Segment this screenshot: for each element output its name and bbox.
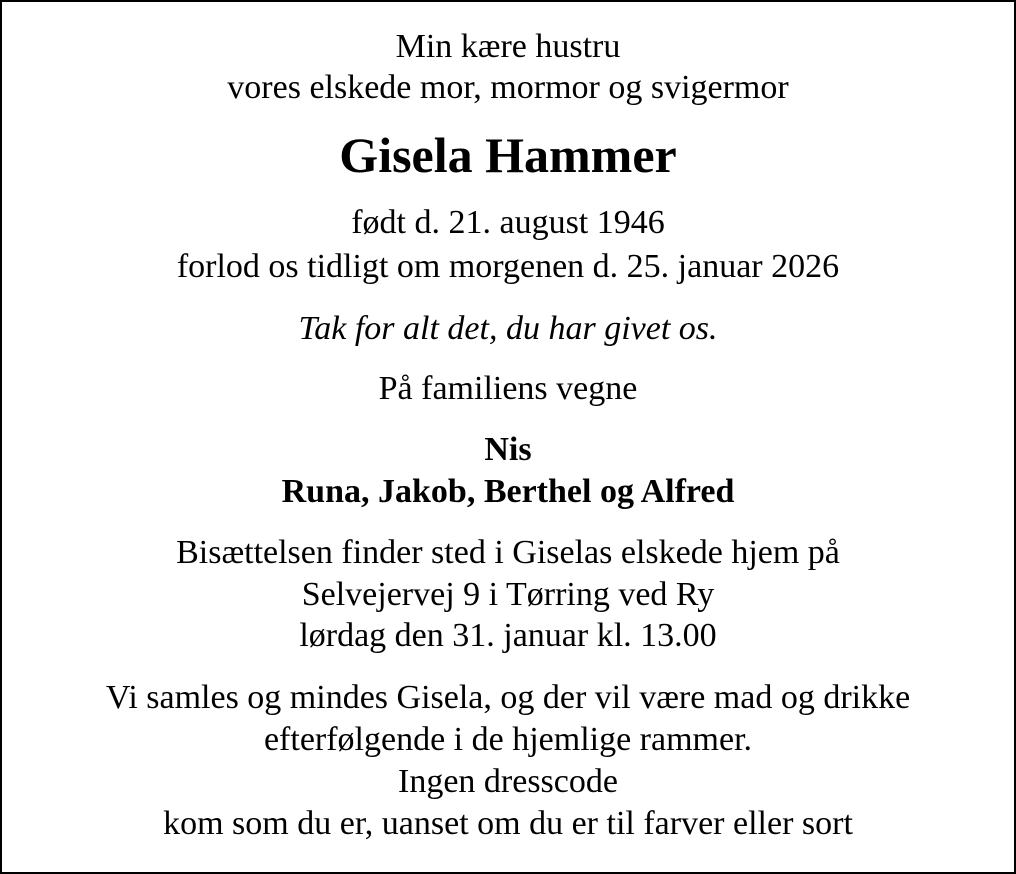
funeral-line-1: Bisættelsen finder sted i Giselas elskede hjem på bbox=[176, 534, 840, 571]
deceased-name: Gisela Hammer bbox=[339, 127, 677, 183]
gathering-line-4: kom som du er, uanset om du er til farver eller sort bbox=[163, 805, 853, 842]
children-names: Runa, Jakob, Berthel og Alfred bbox=[281, 473, 735, 510]
funeral-line-3: lørdag den 31. januar kl. 13.00 bbox=[299, 617, 717, 654]
funeral-line-2: Selvejervej 9 i Tørring ved Ry bbox=[301, 576, 715, 613]
gathering-line-1: Vi samles og mindes Gisela, og der vil være mad og drikke bbox=[105, 679, 911, 716]
death-date: forlod os tidligt om morgenen d. 25. januar 2026 bbox=[176, 248, 840, 285]
intro-line-2: vores elskede mor, mormor og svigermor bbox=[227, 69, 789, 106]
gathering-line-3: Ingen dresscode bbox=[398, 763, 618, 800]
on-behalf-line: På familiens vegne bbox=[378, 370, 638, 407]
intro-line-1: Min kære hustru bbox=[395, 28, 621, 65]
gathering-line-2: efterfølgende i de hjemlige rammer. bbox=[263, 721, 753, 758]
spouse-name: Nis bbox=[484, 431, 532, 468]
birth-date: født d. 21. august 1946 bbox=[351, 204, 665, 241]
thanks-line: Tak for alt det, du har givet os. bbox=[298, 310, 718, 347]
